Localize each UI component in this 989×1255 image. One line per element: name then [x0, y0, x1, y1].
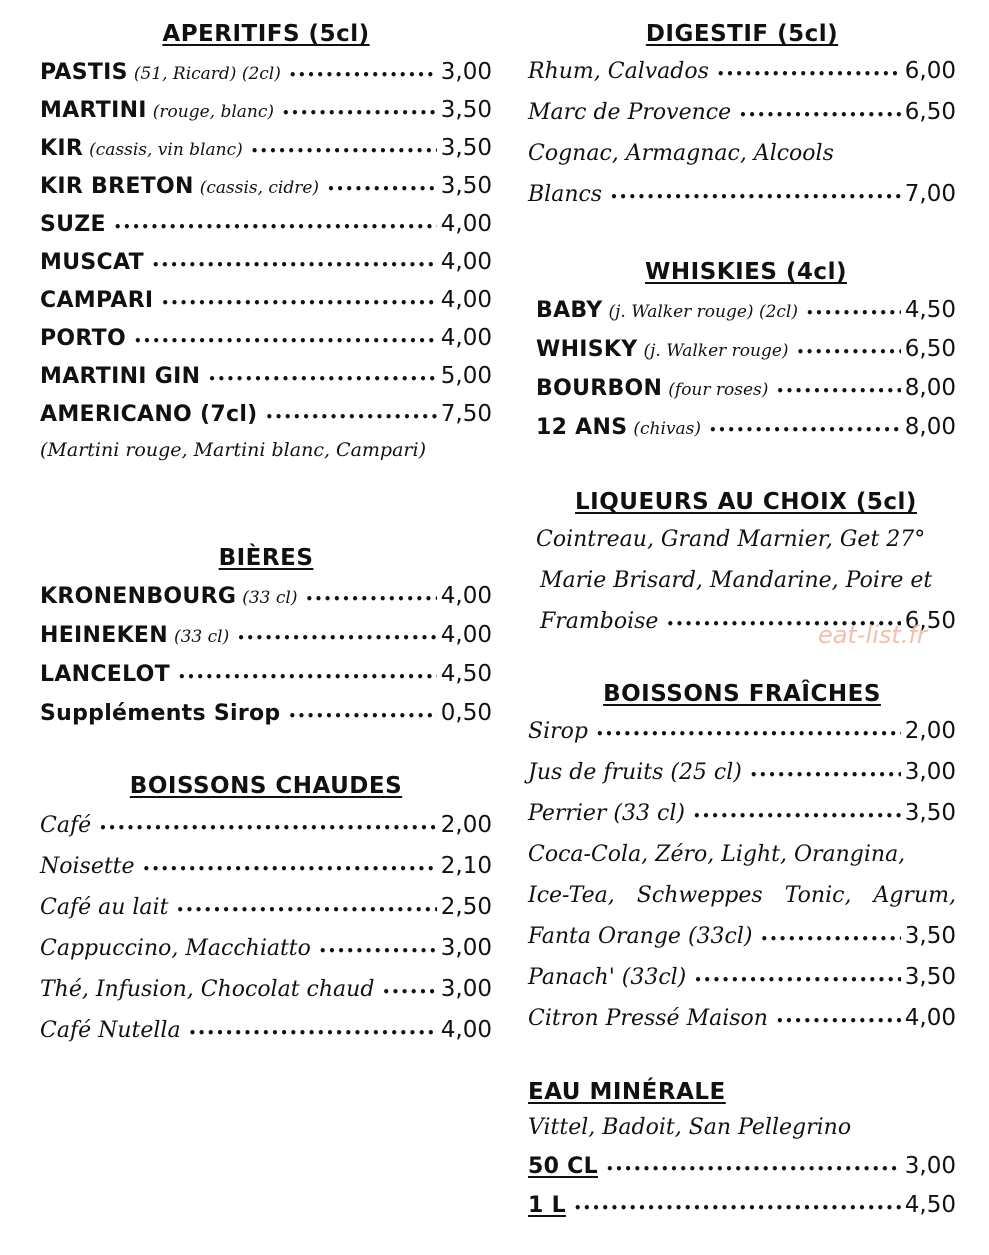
dot-leader: [161, 284, 436, 322]
menu-item: [40, 655, 492, 694]
fraiches-word: Schweppes: [636, 883, 763, 908]
item-name: Jus de fruits (25 cl): [528, 760, 742, 785]
dot-leader: [806, 294, 901, 333]
item-price: 5,00: [440, 363, 492, 389]
menu-item: [40, 281, 492, 319]
item-name: MUSCAT: [40, 250, 144, 275]
item-name: MARTINI: [40, 98, 147, 123]
item-name: MARTINI GIN: [40, 364, 201, 389]
item-price: 4,50: [904, 1192, 956, 1218]
dot-leader: [574, 1189, 901, 1228]
item-name: AMERICANO (7cl): [40, 402, 258, 427]
item-price: 3,50: [904, 964, 956, 990]
item-name: 12 ANS: [536, 415, 628, 440]
dot-leader: [750, 755, 901, 796]
item-name: 50 CL: [528, 1154, 598, 1179]
item-price: 3,50: [440, 97, 492, 123]
menu-item: [528, 1147, 956, 1186]
menu-item: [40, 243, 492, 281]
menu-item: [528, 916, 956, 957]
liqueurs-line-2: Marie Brisard, Mandarine, Poire et: [540, 568, 933, 593]
item-name: Café: [40, 813, 92, 838]
section-boissons-fraiches: [528, 677, 956, 1039]
menu-item: [40, 694, 492, 733]
dot-leader: [305, 580, 436, 619]
item-note: (j. Walker rouge): [643, 341, 789, 361]
aperitifs-footnote: (Martini rouge, Martini blanc, Campari): [40, 439, 426, 461]
dot-leader: [717, 54, 901, 95]
menu-item: [40, 805, 492, 846]
item-name: Blancs: [528, 182, 603, 207]
menu-item: [528, 92, 956, 133]
dot-leader: [178, 658, 437, 697]
dot-leader: [99, 808, 437, 849]
item-name: Citron Pressé Maison: [528, 1006, 768, 1031]
item-price: 4,00: [440, 583, 492, 609]
dot-leader: [596, 714, 901, 755]
item-name: SUZE: [40, 212, 106, 237]
item-name: Café Nutella: [40, 1018, 181, 1043]
item-name: Framboise: [540, 609, 659, 634]
menu-item: [536, 330, 956, 369]
item-name: PORTO: [40, 326, 126, 351]
menu-item: [528, 998, 956, 1039]
section-boissons-chaudes: [40, 769, 492, 1051]
item-note: (33 cl): [173, 627, 230, 647]
section-whiskies: [536, 255, 956, 447]
item-price: 3,00: [440, 59, 492, 85]
heading-digestif: DIGESTIF (5cl): [645, 21, 839, 47]
menu-item: [40, 846, 492, 887]
item-price: 3,00: [440, 935, 492, 961]
heading-aperitifs: APERITIFS (5cl): [162, 21, 370, 47]
item-price: 6,00: [904, 58, 956, 84]
dot-leader: [760, 919, 900, 960]
item-price: 4,00: [904, 1005, 956, 1031]
item-price: 3,00: [904, 759, 956, 785]
dot-leader: [288, 697, 436, 736]
item-price: 2,00: [904, 718, 956, 744]
fraiches-word: Tonic,: [784, 883, 852, 908]
item-price: 4,50: [440, 661, 492, 687]
section-eau-minerale: [528, 1075, 956, 1225]
digestif-line: Cognac, Armagnac, Alcools: [528, 141, 834, 166]
heading-liqueurs: LIQUEURS AU CHOIX (5cl): [575, 489, 917, 515]
dot-leader: [776, 1001, 901, 1042]
item-price: 0,50: [440, 700, 492, 726]
menu-item: [40, 167, 492, 205]
item-note: (cassis, cidre): [199, 178, 320, 198]
item-name: HEINEKEN: [40, 623, 168, 648]
menu-item: [40, 928, 492, 969]
menu-item: [528, 752, 956, 793]
item-name: Panach' (33cl): [528, 965, 687, 990]
menu-item: [40, 205, 492, 243]
dot-leader: [237, 619, 437, 658]
menu-item: [528, 174, 956, 215]
item-name: LANCELOT: [40, 662, 170, 687]
menu-item: [40, 969, 492, 1010]
menu-item: [40, 395, 492, 433]
menu-item: [40, 129, 492, 167]
item-price: 8,00: [904, 414, 956, 440]
item-name: Noisette: [40, 854, 135, 879]
item-name: Suppléments Sirop: [40, 701, 281, 726]
item-price: 7,50: [440, 401, 492, 427]
item-price: 4,00: [440, 287, 492, 313]
dot-leader: [693, 796, 901, 837]
menu-item: [40, 887, 492, 928]
heading-bieres: BIÈRES: [218, 545, 314, 571]
item-price: 4,00: [440, 1017, 492, 1043]
item-name: Sirop: [528, 719, 588, 744]
menu-item: [528, 957, 956, 998]
item-name: CAMPARI: [40, 288, 154, 313]
item-note: (four roses): [668, 380, 769, 400]
section-bieres: [40, 541, 492, 733]
item-price: 4,00: [440, 325, 492, 351]
menu-item: [528, 51, 956, 92]
item-note: (rouge, blanc): [152, 102, 275, 122]
heading-whiskies: WHISKIES (4cl): [645, 259, 847, 285]
item-note: (cassis, vin blanc): [89, 140, 243, 160]
liqueurs-line-1: Cointreau, Grand Marnier, Get 27°: [536, 527, 926, 552]
dot-leader: [382, 972, 436, 1013]
dot-leader: [208, 360, 437, 398]
item-price: 3,50: [904, 800, 956, 826]
item-name: Thé, Infusion, Chocolat chaud: [40, 977, 375, 1002]
dot-leader: [610, 177, 901, 218]
item-price: 4,50: [904, 297, 956, 323]
item-price: 8,00: [904, 375, 956, 401]
item-price: 4,00: [440, 622, 492, 648]
item-note: (51, Ricard) (2cl): [133, 64, 281, 84]
item-price: 6,50: [904, 336, 956, 362]
item-price: 3,00: [440, 976, 492, 1002]
item-price: 3,50: [440, 135, 492, 161]
fraiches-word: Agrum,: [873, 883, 956, 908]
item-price: 2,50: [440, 894, 492, 920]
dot-leader: [319, 931, 437, 972]
menu-item: [528, 1186, 956, 1225]
item-price: 2,10: [440, 853, 492, 879]
item-price: 7,00: [904, 181, 956, 207]
menu-item: [40, 616, 492, 655]
menu-item: [40, 577, 492, 616]
dot-leader: [776, 372, 900, 411]
dot-leader: [143, 849, 437, 890]
item-price: 6,50: [904, 99, 956, 125]
menu-item: [40, 1010, 492, 1051]
menu-item: [536, 408, 956, 447]
heading-boissons-fraiches: BOISSONS FRAÎCHES: [603, 681, 881, 707]
item-name: BOURBON: [536, 376, 663, 401]
item-name: PASTIS: [40, 60, 128, 85]
item-price: 4,00: [440, 249, 492, 275]
watermark: eat-list.fr: [818, 621, 927, 649]
menu-item: [536, 369, 956, 408]
dot-leader: [134, 322, 437, 360]
dot-leader: [694, 960, 901, 1001]
menu-item: [40, 357, 492, 395]
fraiches-word: Ice-Tea,: [528, 883, 615, 908]
item-name: Cappuccino, Macchiatto: [40, 936, 311, 961]
item-price: 6,50: [904, 608, 956, 634]
item-note: (j. Walker rouge) (2cl): [608, 302, 798, 322]
item-price: 3,50: [440, 173, 492, 199]
item-name: KIR BRETON: [40, 174, 194, 199]
item-note: (chivas): [633, 419, 701, 439]
section-liqueurs: [536, 485, 956, 642]
item-name: Café au lait: [40, 895, 169, 920]
dot-leader: [282, 94, 437, 132]
heading-eau-minerale: EAU MINÉRALE: [528, 1079, 726, 1105]
dot-leader: [114, 208, 437, 246]
dot-leader: [327, 170, 437, 208]
menu-item: [40, 53, 492, 91]
dot-leader: [189, 1013, 437, 1054]
item-price: 3,00: [904, 1153, 956, 1179]
menu-item: [536, 291, 956, 330]
item-name: KRONENBOURG: [40, 584, 237, 609]
item-price: 2,00: [440, 812, 492, 838]
item-name: Perrier (33 cl): [528, 801, 685, 826]
section-digestif: [528, 17, 956, 215]
fraiches-line-1: Coca-Cola, Zéro, Light, Orangina,: [528, 842, 906, 867]
item-note: (33 cl): [242, 588, 298, 608]
menu-item: [528, 793, 956, 834]
item-name: Fanta Orange (33cl): [528, 924, 753, 949]
menu-item: [40, 91, 492, 129]
item-name: Rhum, Calvados: [528, 59, 709, 84]
menu-item: [40, 319, 492, 357]
item-name: BABY: [536, 298, 603, 323]
heading-boissons-chaudes: BOISSONS CHAUDES: [129, 773, 403, 799]
section-aperitifs: [40, 17, 492, 467]
item-name: Marc de Provence: [528, 100, 732, 125]
item-price: 4,00: [440, 211, 492, 237]
dot-leader: [266, 398, 437, 436]
fraiches-line-2: [528, 875, 956, 916]
dot-leader: [606, 1150, 901, 1189]
eau-line: Vittel, Badoit, San Pellegrino: [528, 1115, 852, 1140]
dot-leader: [739, 95, 901, 136]
dot-leader: [176, 890, 436, 931]
item-name: WHISKY: [536, 337, 638, 362]
dot-leader: [152, 246, 437, 284]
item-name: 1 L: [528, 1193, 566, 1218]
item-price: 3,50: [904, 923, 956, 949]
dot-leader: [797, 333, 901, 372]
dot-leader: [251, 132, 437, 170]
menu-item: [528, 711, 956, 752]
item-name: KIR: [40, 136, 84, 161]
dot-leader: [289, 56, 437, 94]
dot-leader: [709, 411, 901, 450]
